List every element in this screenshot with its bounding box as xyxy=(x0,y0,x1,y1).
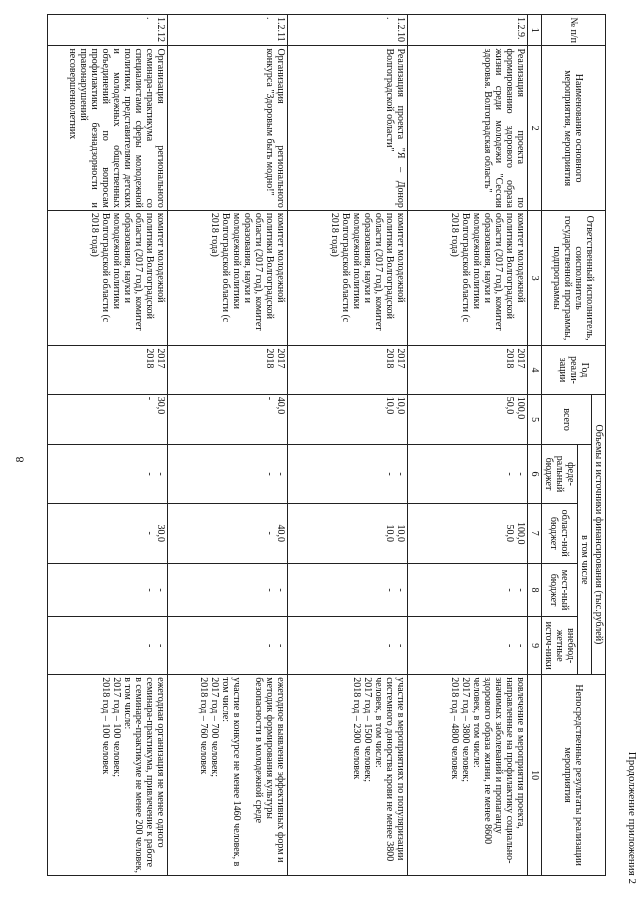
row-activity-name: Реализация проекта "Я – Донор Волгоградской области" xyxy=(288,46,408,210)
header-year: Год реали-зации xyxy=(542,346,606,394)
table-row xyxy=(408,15,528,876)
row-responsible: комитет молодежной политики Волгоградской области (2017 год), комитет образования, науки и молодежной политики Волгоградской области (с 2018 года) xyxy=(408,210,528,345)
table-row xyxy=(168,15,288,876)
column-number: 5 xyxy=(528,394,542,445)
row-total: 30,0 - xyxy=(48,394,168,445)
row-extrabudgetary: - - xyxy=(168,617,288,675)
row-responsible: комитет молодежной политики Волгоградской области (2017 год), комитет образования, науки и молодежной политики Волгоградской области (с 2018 года) xyxy=(48,210,168,345)
header-including: в том числе xyxy=(578,445,592,675)
row-federal: - - xyxy=(408,445,528,503)
row-result: участие в мероприятиях по популяризации системного донорства крови не менее 3800 человек, в том числе: 2017 год – 1500 человек; 2018 год – 2300 человек xyxy=(288,675,408,876)
header-local-budget: мест-ный бюджет xyxy=(542,563,578,616)
header-regional-budget: област-ной бюджет xyxy=(542,503,578,563)
row-local: - - xyxy=(48,563,168,616)
row-num: 1.2.10. xyxy=(288,15,408,46)
row-responsible: комитет молодежной политики Волгоградской области (2017 год), комитет образования, науки и молодежной политики Волгоградской области (с 2018 года) xyxy=(288,210,408,345)
page-number: 8 xyxy=(12,456,27,463)
header-total: всего xyxy=(542,394,592,445)
column-number-row xyxy=(528,15,542,876)
column-number: 7 xyxy=(528,503,542,563)
row-extrabudgetary: - - xyxy=(288,617,408,675)
column-number: 10 xyxy=(528,675,542,876)
row-responsible: комитет молодежной политики Волгоградской области (2017 год), комитет образования, науки и молодежной политики Волгоградской области (с 2018 года) xyxy=(168,210,288,345)
row-num: 1.2.11. xyxy=(168,15,288,46)
row-activity-name: Реализация проекта по формированию здорового образа жизни среди молодежи "Сессия здоровья. Волгоградская область" xyxy=(408,46,528,210)
row-extrabudgetary: - - xyxy=(408,617,528,675)
row-result: ежегодная организация не менее одного семинара-практикума, привлечение к работе в семинаре-практикуме не менее 200 человек, в том числе: 2017 год – 100 человек; 2018 год – 100 человек xyxy=(48,675,168,876)
column-number: 9 xyxy=(528,617,542,675)
row-num: 1.2.12. xyxy=(48,15,168,46)
header-responsible: Ответственный исполнитель, соисполнитель государственной программы, подпрограммы xyxy=(542,210,606,345)
row-num: 1.2.9. xyxy=(408,15,528,46)
row-regional: 30,0 - xyxy=(48,503,168,563)
table-row xyxy=(288,15,408,876)
program-activities-table xyxy=(47,14,606,876)
column-number: 1 xyxy=(528,15,542,46)
row-regional: 10,0 10,0 xyxy=(288,503,408,563)
column-number: 4 xyxy=(528,346,542,394)
table-row xyxy=(48,15,168,876)
row-years: 2017 2018 xyxy=(408,346,528,394)
row-activity-name: Организация регионального семинара-практикума со специалистами сферы молодежной политики, представителями детских и молодежных общественных объединений по вопросам профилактики безнадзорности и правонарушений несовершеннолетних xyxy=(48,46,168,210)
row-federal: - - xyxy=(48,445,168,503)
row-total: 40,0 - xyxy=(168,394,288,445)
column-number: 6 xyxy=(528,445,542,503)
row-years: 2017 2018 xyxy=(288,346,408,394)
row-result: вовлечение в мероприятия проекта, направленные на профилактику социально-значимых заболеваний и пропаганду здорового образа жизни, не менее 8600 человек, в том числе: 2017 год – 3800 человек; 2018 год – 4800 человек xyxy=(408,675,528,876)
row-local: - - xyxy=(288,563,408,616)
column-number: 2 xyxy=(528,46,542,210)
rotated-document-sheet xyxy=(40,0,640,890)
header-federal-budget: феде-ральный бюджет xyxy=(542,445,578,503)
row-local: - - xyxy=(168,563,288,616)
row-total: 100,0 50,0 xyxy=(408,394,528,445)
header-num: № п/п xyxy=(542,15,606,46)
row-federal: - - xyxy=(288,445,408,503)
row-regional: 100,0 50,0 xyxy=(408,503,528,563)
column-number: 3 xyxy=(528,210,542,345)
header-extrabudgetary: внебюд-жетные источ-ники xyxy=(542,617,578,675)
row-extrabudgetary: - - xyxy=(48,617,168,675)
appendix-note: Продолжение приложения 2 xyxy=(626,751,638,884)
header-results: Непосредственные результаты реализации мероприятия xyxy=(542,675,606,876)
row-years: 2017 2018 xyxy=(168,346,288,394)
header-activity-name: Наименование основного мероприятия, мероприятия xyxy=(542,46,606,210)
row-federal: - - xyxy=(168,445,288,503)
row-total: 10,0 10,0 xyxy=(288,394,408,445)
row-years: 2017 2018 xyxy=(48,346,168,394)
row-activity-name: Организация регионального конкурса "Здоровым быть модно!" xyxy=(168,46,288,210)
column-number: 8 xyxy=(528,563,542,616)
header-funding: Объемы и источники финансирования (тыс.рублей) xyxy=(592,394,606,675)
row-regional: 40,0 - xyxy=(168,503,288,563)
row-local: - - xyxy=(408,563,528,616)
row-result: ежегодное выявление эффективных форм и методик формирования культуры безопасности в молодежной среде участие в конкурсе не менее 1460 человек, в том числе: 2017 год – 700 человек; 2018 год – 760 человек xyxy=(168,675,288,876)
